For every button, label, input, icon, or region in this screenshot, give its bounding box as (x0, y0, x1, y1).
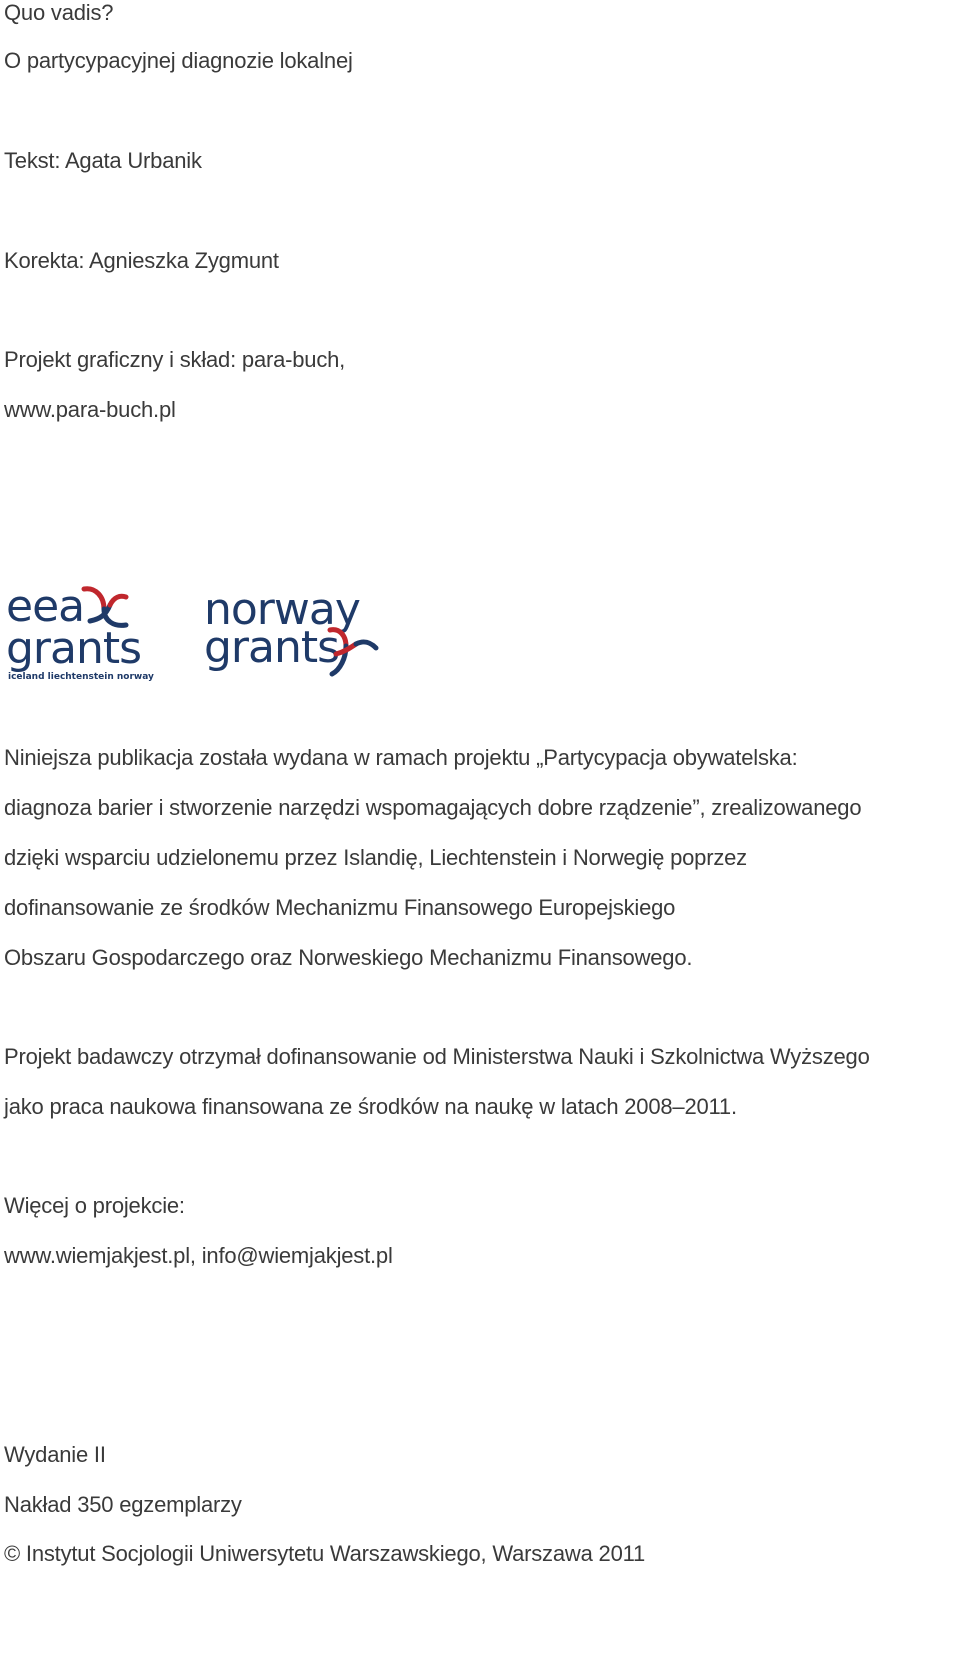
more-info-links[interactable]: www.wiemjakjest.pl, info@wiemjakjest.pl (4, 1243, 393, 1268)
funding-line-4: dofinansowanie ze środków Mechanizmu Finansowego Europejskiego (4, 895, 676, 920)
design-url: www.para-buch.pl (4, 397, 176, 422)
eea-grants-logo (0, 575, 154, 685)
title-line-2: O partycypacyjnej diagnozie lokalnej (4, 48, 353, 73)
eea-logo-word-1: eea (6, 581, 85, 632)
research-line-2: jako praca naukowa finansowana ze środków na naukę w latach 2008–2011. (4, 1094, 737, 1119)
proofreading-credit: Korekta: Agnieszka Zygmunt (4, 248, 279, 273)
norway-grants-logo (200, 584, 390, 685)
eea-logo-subtitle: iceland liechtenstein norway (8, 672, 154, 682)
funding-line-5: Obszaru Gospodarczego oraz Norweskiego Mechanizmu Finansowego. (4, 945, 693, 970)
eea-emblem-icon (84, 589, 126, 626)
more-info-label: Więcej o projekcie: (4, 1193, 185, 1218)
design-credit: Projekt graficzny i skład: para-buch, (4, 347, 346, 372)
copyright-notice: © Instytut Socjologii Uniwersytetu Warszawskiego, Warszawa 2011 (4, 1541, 646, 1566)
funding-line-1: Niniejsza publikacja została wydana w ramach projektu „Partycypacja obywatelska: (4, 745, 798, 770)
norway-logo-word-2: grants (204, 622, 340, 673)
edition-number: Wydanie II (4, 1442, 106, 1467)
norway-logo-word-1: norway (204, 584, 360, 635)
title-line-1: Quo vadis? (4, 0, 114, 25)
funding-line-2: diagnoza barier i stworzenie narzędzi wspomagających dobre rządzenie”, zrealizowanego (4, 795, 862, 820)
funding-line-3: dzięki wsparciu udzielonemu przez Islandię, Liechtenstein i Norwegię poprzez (4, 845, 747, 870)
print-run: Nakład 350 egzemplarzy (4, 1492, 242, 1517)
eea-logo-word-2: grants (6, 623, 142, 674)
text-credit: Tekst: Agata Urbanik (4, 148, 202, 173)
research-line-1: Projekt badawczy otrzymał dofinansowanie od Ministerstwa Nauki i Szkolnictwa Wyższego (4, 1044, 870, 1069)
